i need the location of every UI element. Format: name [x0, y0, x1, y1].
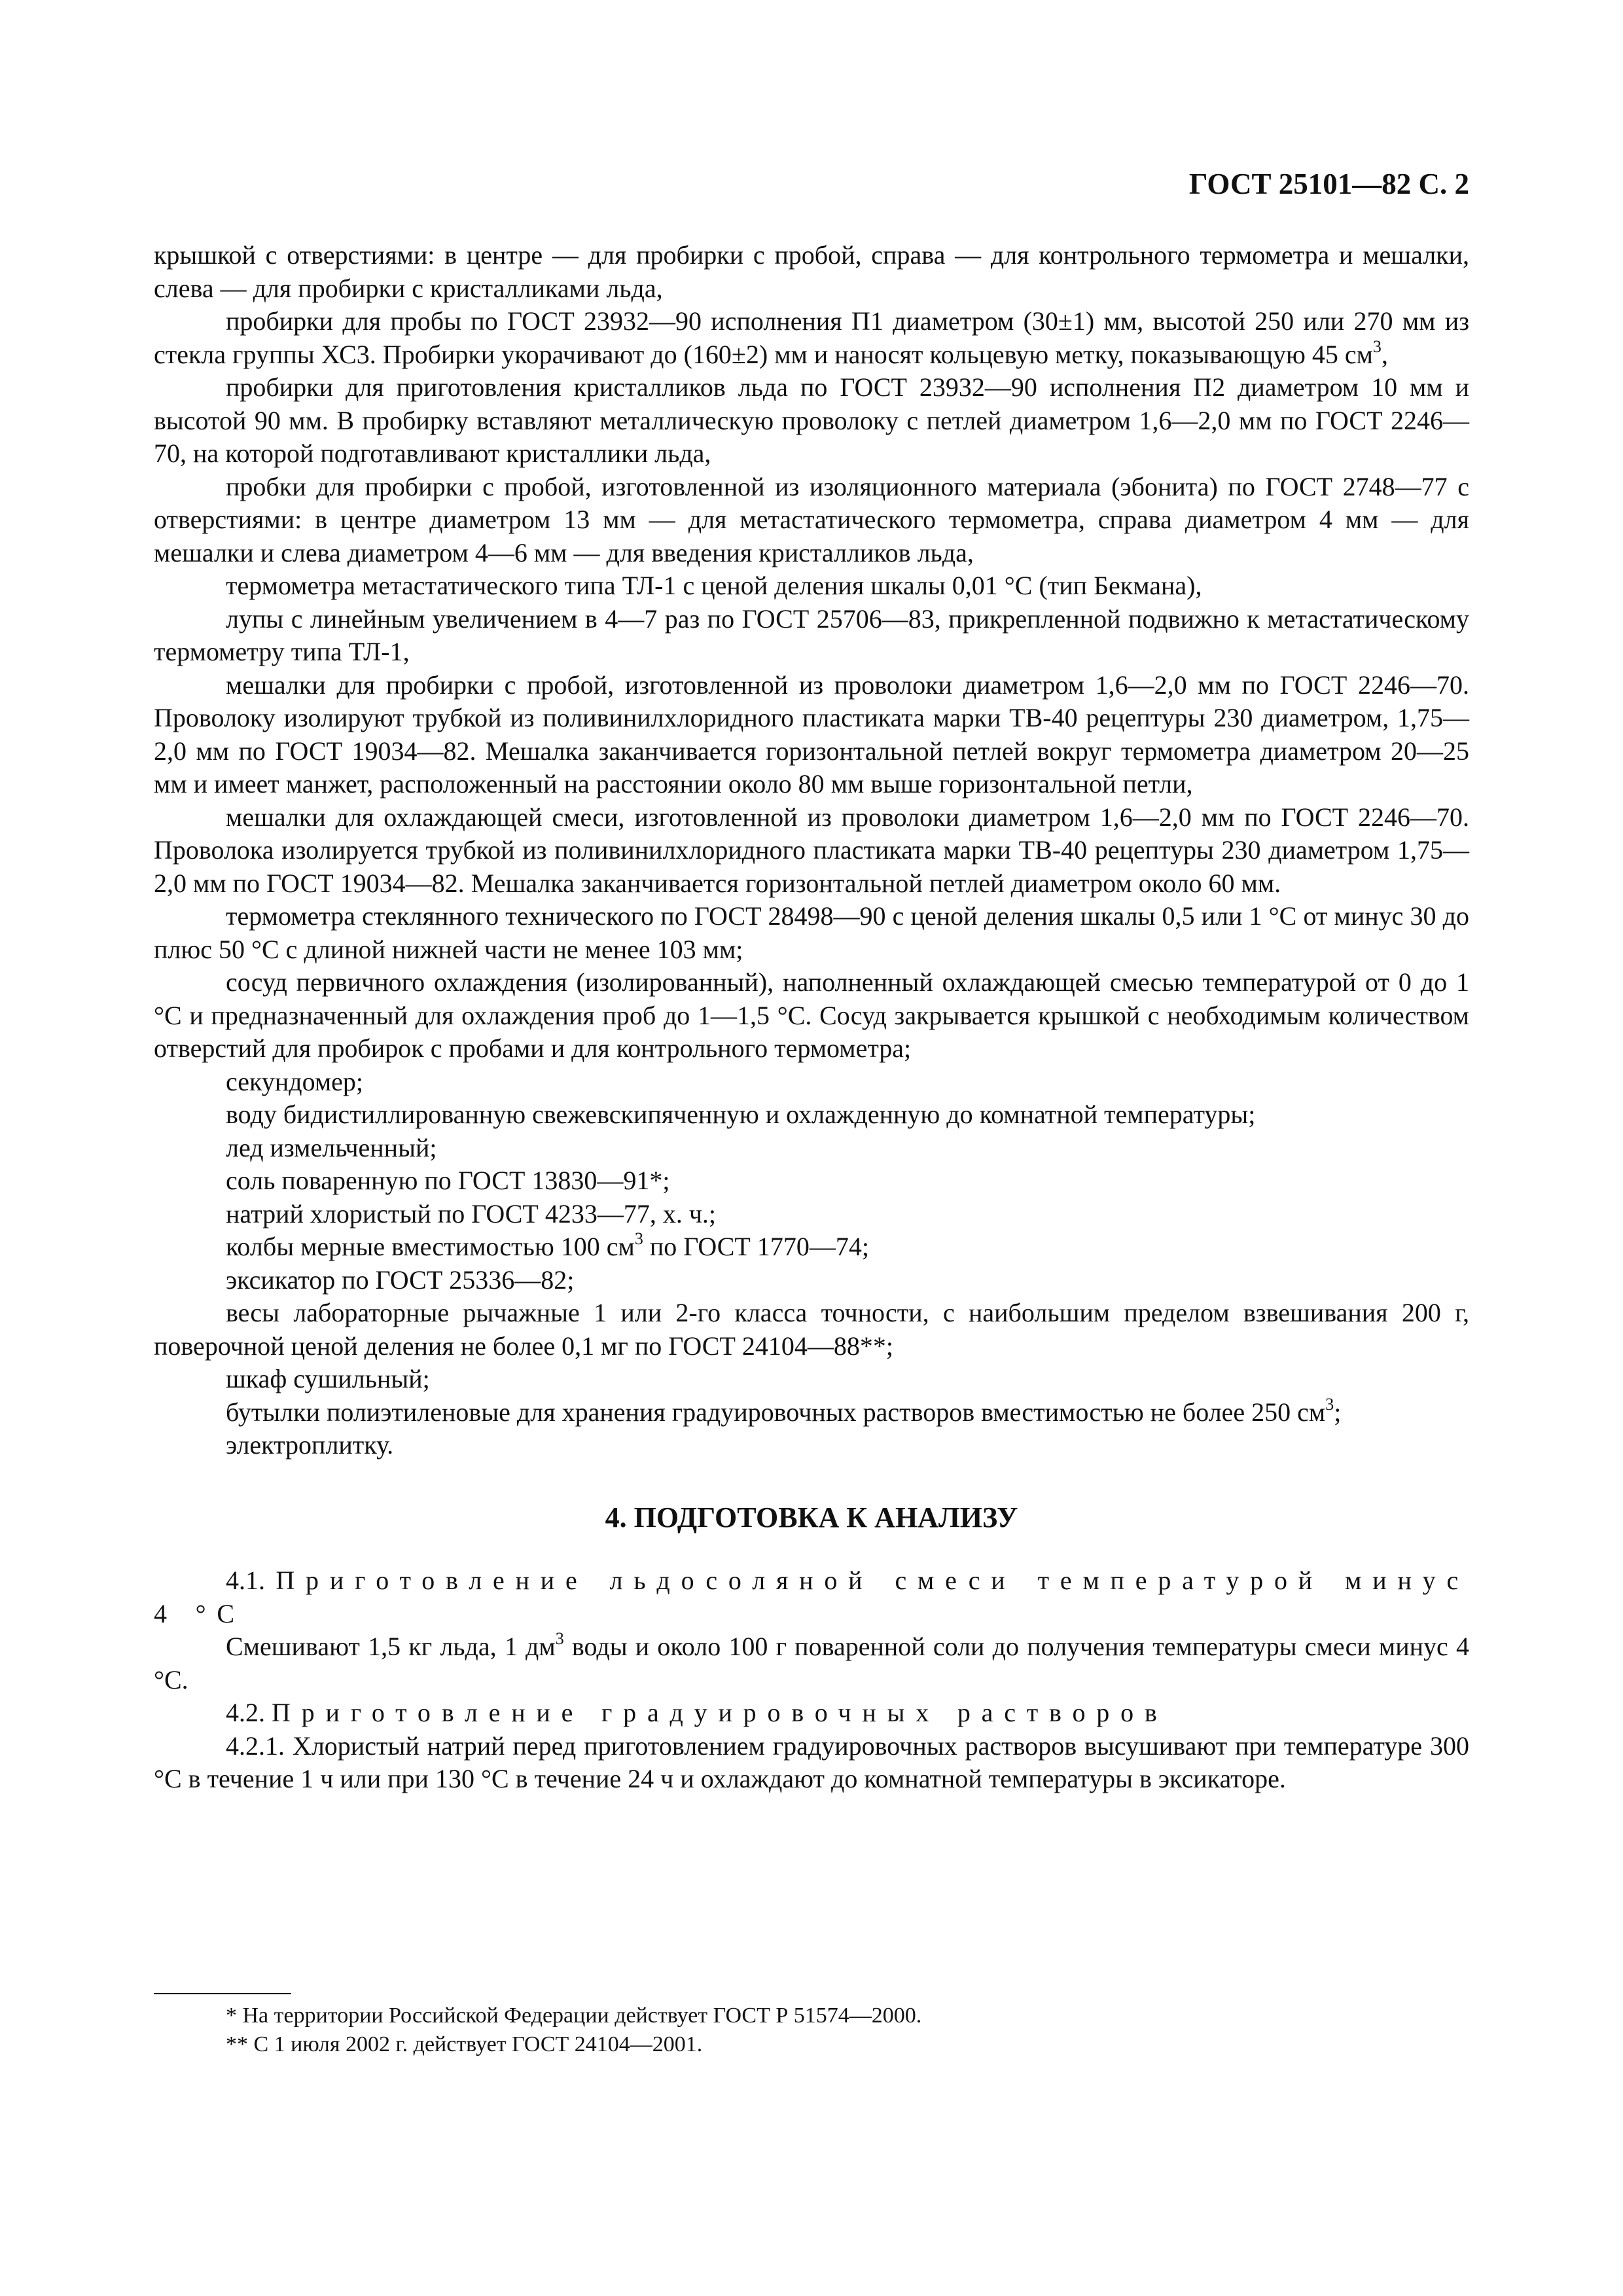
list-item: секундомер; [226, 1066, 364, 1096]
footnotes [226, 2001, 1469, 2059]
list-item: эксикатор по ГОСТ 25336—82; [226, 1265, 575, 1295]
list-item: соль поваренную по ГОСТ 13830—91*; [226, 1166, 670, 1195]
paragraph: 4.2.1. Хлористый натрий перед приготовлением градуировочных растворов высушивают при температуре 300 °С в течение 1 ч или при 130 °С в течение 24 ч и охлаждают до комнатной температуры в эксикаторе. [154, 1731, 1469, 1793]
list-item: натрий хлористый по ГОСТ 4233—77, х. ч.; [226, 1198, 717, 1229]
list-item: шкаф сушильный; [226, 1364, 430, 1393]
paragraph: пробки для пробирки с пробой, изготовленной из изоляционного материала (эбонита) по ГОСТ 2748—77 с отверстиями: в центре диаметром 13 мм — для метастатического термометра, справа диаметром 4 мм — для мешалки и слева диаметром 4—6 мм — для введения кристалликов льда, [154, 471, 1469, 567]
superscript: 3 [555, 1629, 564, 1649]
list-item: воду бидистиллированную свежевскипяченную и охлажденную до комнатной температуры; [226, 1100, 1256, 1129]
paragraph: термометра стеклянного технического по ГОСТ 28498—90 с ценой деления шкалы 0,5 или 1 °С от минус 30 до плюс 50 °С с длиной нижней части не менее 103 мм; [154, 901, 1469, 964]
footnote: ** С 1 июля 2002 г. действует ГОСТ 24104—2001. [226, 2032, 703, 2056]
paragraph: крышкой с отверстиями: в центре — для пробирки с пробой, справа — для контрольного термометра и мешалки, слева — для пробирки с кристалликами льда, [154, 240, 1469, 303]
paragraph: весы лабораторные рычажные 1 или 2-го класса точности, с наибольшим пределом взвешивания 200 г, поверочной ценой деления не более 0,1 мг по ГОСТ 24104—88**; [154, 1298, 1469, 1361]
subsection-title [154, 1564, 1469, 1630]
document-body [154, 239, 1469, 1796]
superscript: 3 [1325, 1394, 1334, 1414]
paragraph [154, 1630, 1469, 1696]
paragraph-text: по ГОСТ 1770—74; [643, 1232, 869, 1261]
superscript: 3 [634, 1229, 643, 1249]
paragraph: пробирки для приготовления кристалликов льда по ГОСТ 23932—90 исполнения П2 диаметром 10 мм и высотой 90 мм. В пробирку вставляют металлическую проволоку с петлей диаметром 1,6—2,0 мм по ГОСТ 2246—70, на которой подготавливают кристаллики льда, [154, 372, 1469, 468]
paragraph [154, 1396, 1469, 1429]
paragraph-text: колбы мерные вместимостью 100 см [226, 1232, 635, 1261]
superscript: 3 [1372, 336, 1382, 356]
paragraph-text: бутылки полиэтиленовые для хранения градуировочных растворов вместимостью не более 250 см [226, 1397, 1326, 1427]
subsection-title-text: Приготовление градуировочных растворов [272, 1698, 1168, 1727]
paragraph-text: ; [1334, 1397, 1342, 1427]
subsection-title [154, 1696, 1469, 1730]
paragraph: лупы с линейным увеличением в 4—7 раз по ГОСТ 25706—83, прикрепленной подвижно к метастатическому термометру типа ТЛ-1, [154, 603, 1469, 666]
list-item: лед измельченный; [226, 1132, 437, 1162]
footnote: * На территории Российской Федерации действует ГОСТ Р 51574—2000. [226, 2003, 922, 2028]
subsection-number: 4.2. [226, 1698, 265, 1727]
paragraph-text: воды и около 100 г поваренной соли до получения температуры смеси минус 4 °С. [154, 1632, 1469, 1695]
paragraph-text: , [1381, 339, 1388, 369]
paragraph-text: пробирки для пробы по ГОСТ 23932—90 исполнения П1 диаметром (30±1) мм, высотой 250 или 270 мм из стекла группы ХС3. Пробирки укорачивают до (160±2) мм и наносят кольцевую метку, показывающую 45 см [154, 306, 1469, 369]
section-heading: 4. ПОДГОТОВКА К АНАЛИЗУ [605, 1501, 1018, 1534]
paragraph: термометра метастатического типа ТЛ-1 с ценой деления шкалы 0,01 °С (тип Бекмана), [226, 571, 1202, 600]
paragraph [154, 305, 1469, 371]
list-item: электроплитку. [226, 1430, 394, 1460]
page-header: ГОСТ 25101—82 С. 2 [1188, 168, 1469, 200]
list-item [154, 1230, 1469, 1264]
paragraph: мешалки для пробирки с пробой, изготовленной из проволоки диаметром 1,6—2,0 мм по ГОСТ 2246—70. Проволоку изолируют трубкой из поливинилхлоридного пластиката марки ТВ-40 рецептуры 230 диаметром, 1,75—2,0 мм по ГОСТ 19034—82. Мешалка заканчивается горизонтальной петлей вокруг термометра диаметром 20—25 мм и имеет манжет, расположенный на расстоянии около 80 мм выше горизонтальной петли, [154, 670, 1469, 798]
footnote-separator [154, 1993, 291, 1994]
paragraph: мешалки для охлаждающей смеси, изготовленной из проволоки диаметром 1,6—2,0 мм по ГОСТ 2246—70. Проволока изолируется трубкой из поливинилхлоридного пластиката марки ТВ-40 рецептуры 230 диаметром 1,75—2,0 мм по ГОСТ 19034—82. Мешалка заканчивается горизонтальной петлей диаметром около 60 мм. [154, 802, 1469, 898]
subsection-title-text: Приготовление льдосоляной смеси температурой минус 4 °С [154, 1566, 1469, 1628]
subsection-number: 4.1. [226, 1566, 265, 1595]
paragraph-text: Смешивают 1,5 кг льда, 1 дм [226, 1632, 556, 1661]
paragraph: сосуд первичного охлаждения (изолированный), наполненный охлаждающей смесью температурой от 0 до 1 °С и предназначенный для охлаждения проб до 1—1,5 °С. Сосуд закрывается крышкой с необходимым количеством отверстий для пробирок с пробами и для контрольного термометра; [154, 967, 1469, 1063]
